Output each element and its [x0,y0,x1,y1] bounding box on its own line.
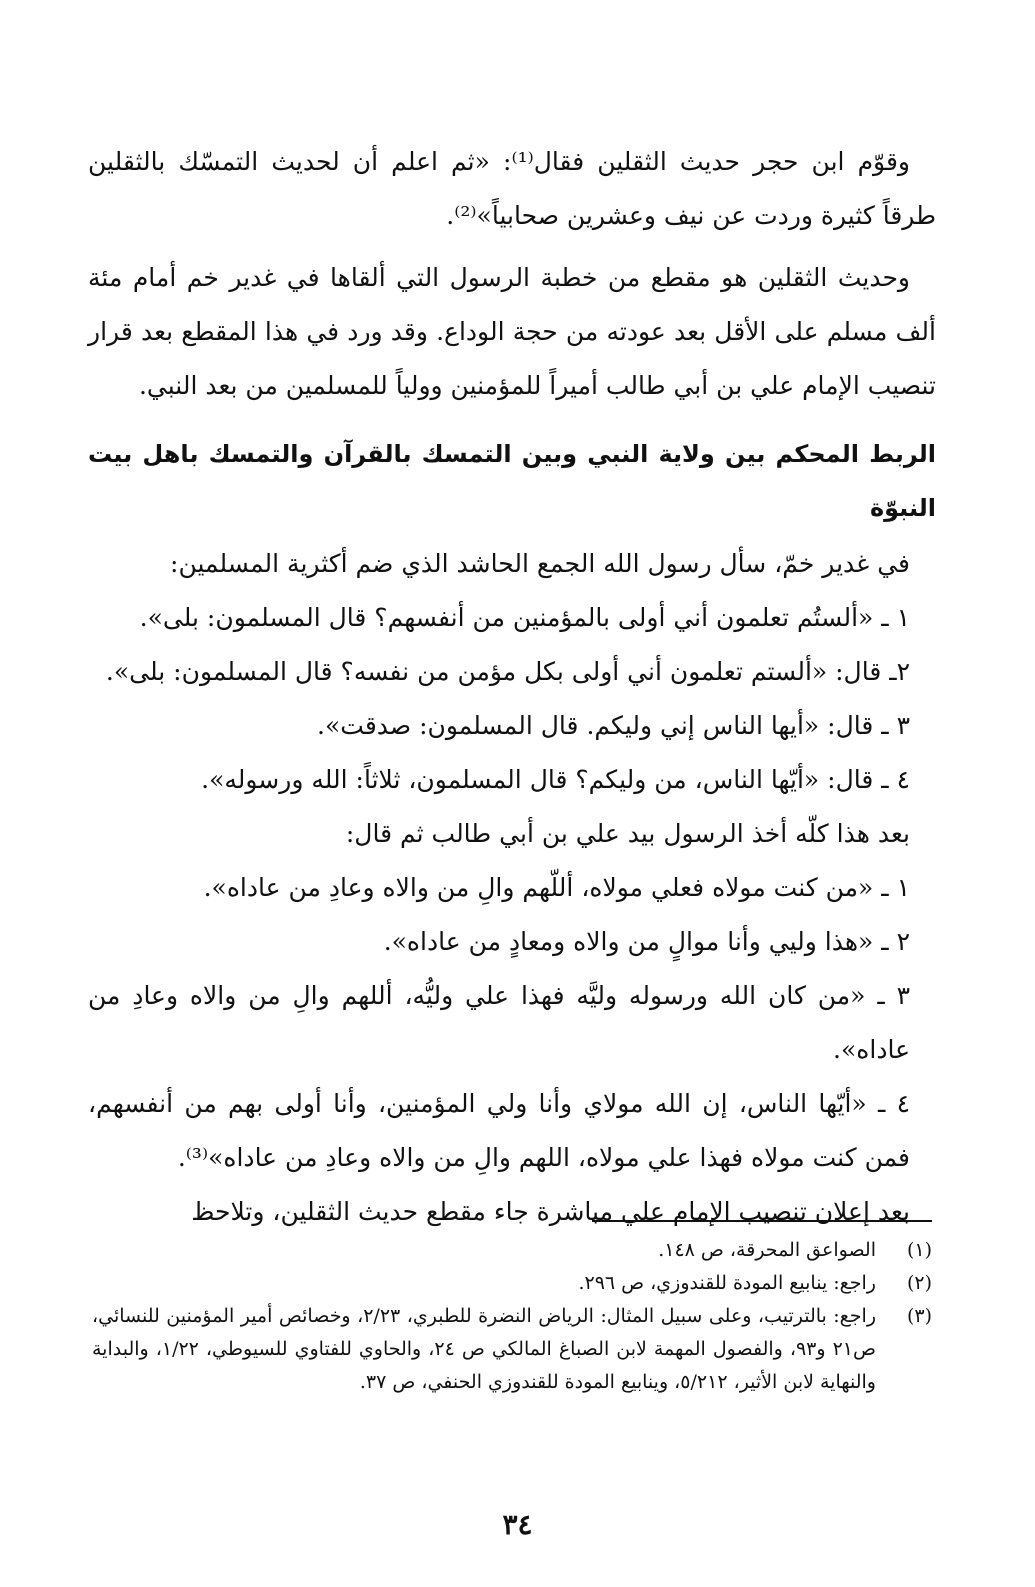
footnote-divider [592,1220,932,1222]
list-item: ٤ ـ قال: «أيّها الناس، من وليكم؟ قال المسلمون، ثلاثاً: الله ورسوله». [201,765,910,794]
footnote-text: راجع: بالترتيب، وعلى سبيل المثال: الرياض النضرة للطبري، ٢/٢٣، وخصائص أمير المؤمنين للنسائي، ص٢١ و٩٣، والفصول المهمة لابن الصباغ المالكي ص ٢٤، والحاوي للفتاوي للسيوطي، ١/٢٢، والبداية والنهاية لابن الأثير، ٥/٢١٢، وينابيع المودة للقندوزي الحنفي، ص ٣٧. [92,1305,876,1393]
footnote-number: (١) [906,1239,932,1261]
footnote-number: (٣) [906,1305,932,1327]
book-page-body [88,135,936,1239]
paragraph-intro: في غدير خمّ، سأل رسول الله الجمع الحاشد الذي ضم أكثرية المسلمين: [170,549,910,578]
questions-list [88,591,936,807]
paragraph-ghadir-sermon: وحديث الثقلين هو مقطع من خطبة الرسول التي ألقاها في غدير خم أمام مئة ألف مسلم على الأقل بعد عودته من حجة الوداع. وقد ورد في هذا المقطع بعد قرار تنصيب الإمام علي بن أبي طالب أميراً للمؤمنين وولياً للمسلمين من بعد النبي. [88,263,936,400]
footnote-text: راجع: ينابيع المودة للقندوزي، ص ٢٩٦. [578,1272,876,1294]
list-item: ٣ ـ قال: «أيها الناس إني وليكم. قال المسلمون: صدقت». [317,711,910,740]
footnote-text: الصواعق المحرقة، ص ١٤٨. [658,1239,876,1261]
footnote-number: (٢) [906,1272,932,1294]
footnote [92,1300,932,1399]
list-item: ٢ـ قال: «ألستم تعلمون أني أولى بكل مؤمن من نفسه؟ قال المسلمون: بلى». [105,657,910,686]
paragraph-closing: بعد إعلان تنصيب الإمام علي مباشرة جاء مقطع حديث الثقلين، وتلاحظ [191,1197,910,1226]
footnotes [92,1234,932,1399]
list-item: ١ ـ «من كنت مولاه فعلي مولاه، أللّهم والِ من والاه وعادِ من عاداه». [203,873,910,902]
footnote [92,1234,932,1267]
list-item: ١ ـ «ألستُم تعلمون أني أولى بالمؤمنين من أنفسهم؟ قال المسلمون: بلى». [139,603,910,632]
paragraph-ibn-hajar: وقوّم ابن حجر حديث الثقلين فقال⁽¹⁾: «ثم اعلم أن لحديث التمسّك بالثقلين طرقاً كثيرة وردت عن نيف وعشرين صحابياً»⁽²⁾. [88,147,936,230]
page-number: ٣٤ [502,1508,533,1541]
list-item: ٤ ـ «أيّها الناس، إن الله مولاي وأنا ولي المؤمنين، وأنا أولى بهم من أنفسهم، فمن كنت مولاه فهذا علي مولاه، اللهم والِ من والاه وعادِ من عاداه»⁽³⁾. [88,1089,910,1172]
footnote [92,1267,932,1300]
list-item: ٢ ـ «هذا وليي وأنا موالٍ من والاه ومعادٍ من عاداه». [383,927,910,956]
section-heading: الربط المحكم بين ولاية النبي وبين التمسك بالقرآن والتمسك باهل بيت النبوّة [88,440,936,522]
list-item: ٣ ـ «من كان الله ورسوله وليَّه فهذا علي وليُّه، أللهم والِ من والاه وعادِ من عاداه». [88,981,910,1064]
sayings-list [88,861,936,1185]
paragraph-after: بعد هذا كلّه أخذ الرسول بيد علي بن أبي طالب ثم قال: [345,819,910,848]
